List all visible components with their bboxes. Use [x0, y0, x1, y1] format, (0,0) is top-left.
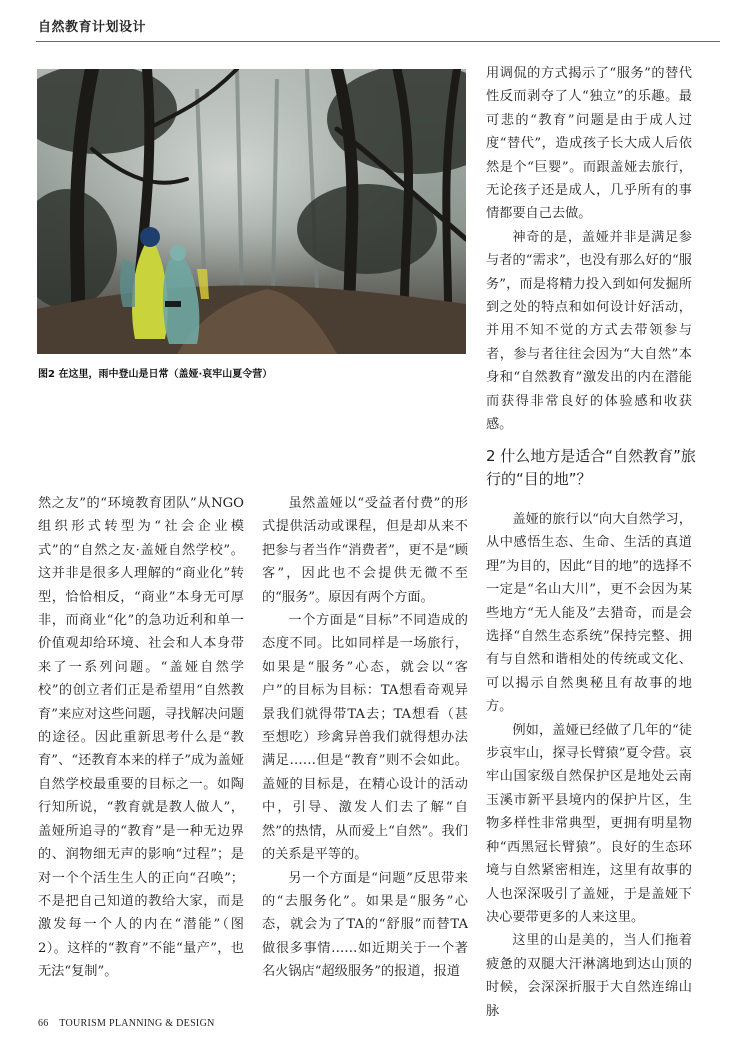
paragraph: 虽然盖娅以“受益者付费”的形式提供活动或课程，但是却从来不把参与者当作“消费者”，更不是“顾客”，因此也不会提供无微不至的“服务”。原因有两个方面。: [262, 496, 468, 605]
paragraph: 一个方面是“目标”不同造成的态度不同。比如同样是一场旅行，如果是“服务”心态，就会以“客户”的目标为目标：TA想看奇观异景我们就得带TA去；TA想看（甚至想吃）珍禽异兽我们就得想办法满足……但是“教育”则不会如此。盖娅的目标是，在精心设计的活动中，引导、激发人们去了解“自然”的热情，从而爱上“自然”。我们的关系是平等的。: [262, 613, 468, 863]
paragraph: 盖娅的旅行以“向大自然学习，从中感悟生态、生命、生活的真道理”为目的，因此“目的地”的选择不一定是“名山大川”，更不会因为某些地方“无人能及”去猎奇，而是会选择“自然生态系统”保持完整、拥有与自然和谐相处的传统或文化、可以揭示自然奥秘且有故事的地方。: [486, 512, 692, 715]
paragraph: 然之友”的“环境教育团队”从NGO组织形式转型为“社会企业模式”的“自然之友·盖娅自然学校”。这并非是很多人理解的“商业化”转型，恰恰相反，“商业”本身无可厚非，而商业“化”的急功近利和单一价值观却给环境、社会和人本身带来了一系列问题。“盖娅自然学校”的创立者们正是希望用“自然教育”来应对这些问题，寻找解决问题的途径。因此重新思考什么是“教育”、“还教育本来的样子”成为盖娅自然学校最重要的目标之一。如陶行知所说，“教育就是教人做人”，盖娅所追寻的“教育”是一种无边界的、润物细无声的影响“过程”；是对一个个活生生人的正向“召唤”；不是把自己知道的教给大家，而是激发每一个人的内在“潜能”（图2）。这样的“教育”不能“量产”，也无法“复制”。: [38, 496, 244, 980]
magazine-name: TOURISM PLANNING & DESIGN: [59, 1018, 215, 1029]
page-number: 66: [38, 1018, 49, 1029]
paragraph: 神奇的是，盖娅并非是满足参与者的“需求”，也没有那么好的“服务”，而是将精力投入到如何发掘所到之处的特点和如何设计好活动，并用不知不觉的方式去带领参与者，参与者往往会因为“大自然”本身和“自然教育”激发出的内在潜能而获得非常良好的体验感和收获感。: [486, 229, 692, 433]
paragraph: 用调侃的方式揭示了“服务”的替代性反而剥夺了人“独立”的乐趣。最可悲的“教育”问题是由于成人过度“替代”，造成孩子长大成人后依然是个“巨婴”。而跟盖娅去旅行，无论孩子还是成人，几乎所有的事情都要自己去做。: [486, 66, 692, 222]
paragraph: 这里的山是美的，当人们拖着疲惫的双腿大汗淋漓地到达山顶的时候，会深深折服于大自然连绵山脉: [486, 933, 692, 1019]
running-header: 自然教育计划设计: [38, 20, 147, 35]
header-divider: [36, 41, 720, 42]
paragraph: 例如，盖娅已经做了几年的“徒步哀牢山，探寻长臂猿”夏令营。哀牢山国家级自然保护区是地处云南玉溪市新平县境内的保护片区，生物多样性非常典型，更拥有明星物种“西黑冠长臂猿”。良好的生态环境与自然紧密相连，这里有故事的人也深深吸引了盖娅，于是盖娅下决心要带更多的人来这里。: [486, 722, 692, 925]
text-column-3-top: [486, 62, 692, 437]
text-column-1: [38, 492, 244, 984]
forest-photo: [37, 69, 466, 354]
paragraph: 另一个方面是“问题”反思带来的“去服务化”。如果是“服务”心态，就会为了TA的“舒服”而替TA做很多事情……如近期关于一个著名火锅店“超级服务”的报道，报道: [262, 870, 468, 980]
figure-caption: 图2 在这里，雨中登山是日常（盖娅·哀牢山夏令营）: [38, 369, 273, 380]
text-column-2: [262, 492, 468, 984]
page-footer: [38, 1018, 215, 1029]
text-column-3-bottom: [486, 508, 692, 1023]
section-heading: 2 什么地方是适合“自然教育”旅行的“目的地”？: [486, 447, 696, 488]
